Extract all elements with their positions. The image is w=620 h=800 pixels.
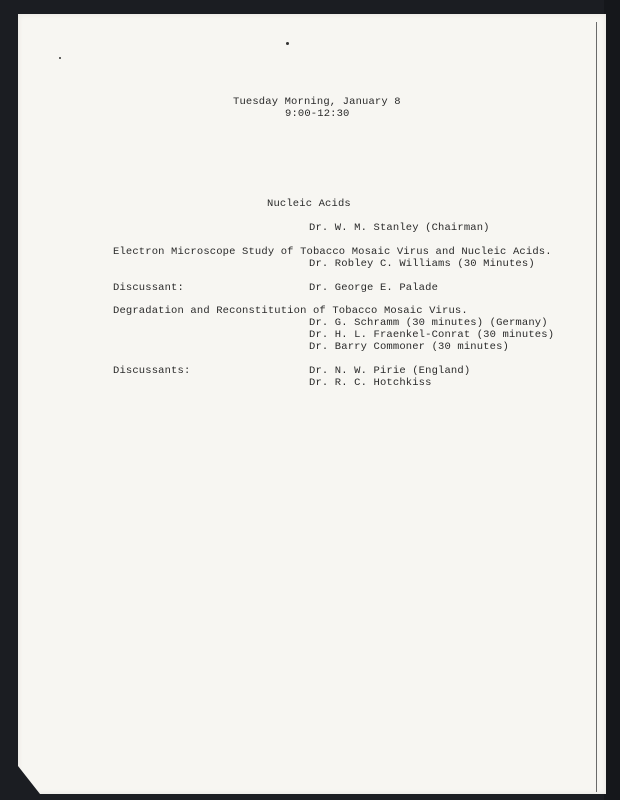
talk-title: Degradation and Reconstitution of Tobacco Mosaic Virus. (113, 305, 468, 317)
discussant-name: Dr. George E. Palade (309, 282, 439, 294)
talk-speaker: Dr. G. Schramm (30 minutes) (Germany) (309, 317, 548, 329)
date-line: Tuesday Morning, January 8 (233, 96, 401, 108)
scan-border (604, 0, 620, 800)
session-title: Nucleic Acids (267, 198, 351, 210)
talk-speaker: Dr. Robley C. Williams (30 Minutes) (309, 258, 535, 270)
document-page (18, 14, 606, 794)
talk-speaker: Dr. H. L. Fraenkel-Conrat (30 minutes) (309, 329, 555, 341)
page-edge-line (596, 22, 597, 792)
discussants-label: Discussants: (113, 365, 191, 377)
time-range: 9:00-12:30 (285, 108, 350, 120)
paper-speck (59, 57, 61, 59)
talk-title: Electron Microscope Study of Tobacco Mosaic Virus and Nucleic Acids. (113, 246, 552, 258)
discussant-name: Dr. R. C. Hotchkiss (309, 377, 432, 389)
paper-speck (286, 42, 289, 45)
discussant-name: Dr. N. W. Pirie (England) (309, 365, 471, 377)
session-chairman: Dr. W. M. Stanley (Chairman) (309, 222, 490, 234)
discussant-label: Discussant: (113, 282, 184, 294)
talk-speaker: Dr. Barry Commoner (30 minutes) (309, 341, 509, 353)
